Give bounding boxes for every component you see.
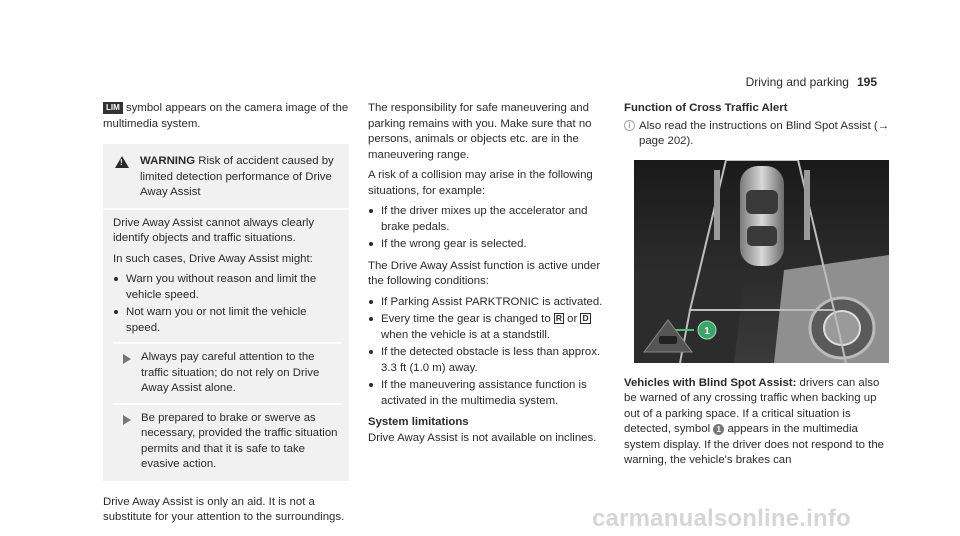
action-arrow-icon: [123, 354, 131, 364]
info-icon: i: [624, 120, 635, 131]
responsibility-paragraph: The responsibility for safe maneuvering and parking remains with you. Make sure that no persons, animals or objects etc. are in the maneuvering range.: [368, 102, 592, 161]
list-item-text: Every time the gear is changed to: [381, 313, 551, 325]
list-item: If Parking Assist PARKTRONIC is activated.: [368, 295, 614, 311]
column-middle: [368, 101, 614, 451]
action-arrow-icon: [123, 415, 131, 425]
list-item-text: when the vehicle is at a standstill.: [381, 328, 551, 341]
callout-number: 1: [704, 325, 710, 337]
column-left: [103, 101, 349, 531]
list-item: If the maneuvering assistance function is activated in the multimedia system.: [368, 378, 614, 409]
warning-label: WARNING: [140, 155, 196, 167]
warning-triangle-icon: [115, 156, 129, 168]
warning-para-2: In such cases, Drive Away Assist might:: [113, 252, 313, 265]
warning-body: [103, 210, 349, 481]
risk-paragraph: A risk of a collision may arise in the following situations, for example:: [368, 169, 593, 197]
list-item: If the detected obstacle is less than approx. 3.3 ft (1.0 m) away.: [368, 345, 614, 376]
gear-r-key-icon: R: [555, 313, 562, 323]
watermark: carmanualsonline.info: [592, 505, 851, 532]
column-right: [624, 101, 892, 474]
limitations-text: Drive Away Assist is not available on inclines.: [368, 431, 597, 444]
warning-box: [103, 144, 349, 481]
warning-advice-2: [113, 403, 341, 473]
page-number: 195: [856, 75, 877, 89]
blind-spot-heading: Vehicles with Blind Spot Assist:: [624, 376, 797, 389]
outro-paragraph: Drive Away Assist is only an aid. It is not a substitute for your attention to the surroundings.: [103, 495, 345, 523]
conditions-list: [368, 295, 614, 410]
warning-list: [113, 272, 341, 336]
note-text: Also read the instructions on Blind Spot Assist (→ page 202).: [639, 119, 890, 147]
parking-camera-illustration: [634, 160, 889, 363]
list-item: If the driver mixes up the accelerator and brake pedals.: [368, 204, 614, 235]
gear-d-key-icon: D: [582, 313, 589, 323]
warning-header: [103, 144, 349, 210]
section-title: Driving and parking: [745, 75, 849, 89]
intro-text: symbol appears on the camera image of the multimedia system.: [103, 102, 349, 130]
advice-text: Always pay careful attention to the traffic situation; do not rely on Drive Away Assist alone.: [141, 351, 320, 394]
warning-advice-1: [113, 342, 341, 397]
blind-spot-text-1: drivers can also be warned of any crossing traffic when backing up out of a parking space. If a critical situation is detected, symbol: [624, 376, 880, 435]
camera-image: [634, 160, 889, 363]
situations-list: [368, 204, 614, 253]
callout-symbol-icon: 1: [713, 424, 724, 435]
conditions-paragraph: The Drive Away Assist function is active under the following conditions:: [368, 259, 601, 287]
blind-spot-text-2: appears in the multimedia system display. If the driver does not respond to the warning, the vehicle's brakes can: [624, 423, 885, 466]
list-item: [368, 312, 614, 343]
info-note: [624, 119, 892, 150]
blind-spot-paragraph: [624, 376, 892, 469]
list-item-text: or: [567, 313, 578, 325]
list-item: Not warn you or not limit the vehicle speed.: [113, 305, 341, 336]
section-heading: Function of Cross Traffic Alert: [624, 102, 788, 114]
intro-paragraph: [103, 101, 349, 132]
list-item: If the wrong gear is selected.: [368, 237, 614, 253]
advice-text: Be prepared to brake or swerve as necessary, provided the traffic situation permits and that it is safe to take evasive action.: [141, 411, 338, 470]
warning-para-1: Drive Away Assist cannot always clearly identify objects and traffic situations.: [113, 216, 315, 244]
list-item: Warn you without reason and limit the vehicle speed.: [113, 272, 341, 303]
warning-title: Risk of accident caused by limited detection performance of Drive Away Assist: [140, 155, 334, 198]
limitations-heading: System limitations: [368, 416, 469, 428]
lim-symbol-icon: LIM: [103, 102, 123, 114]
page-header: [746, 74, 877, 90]
